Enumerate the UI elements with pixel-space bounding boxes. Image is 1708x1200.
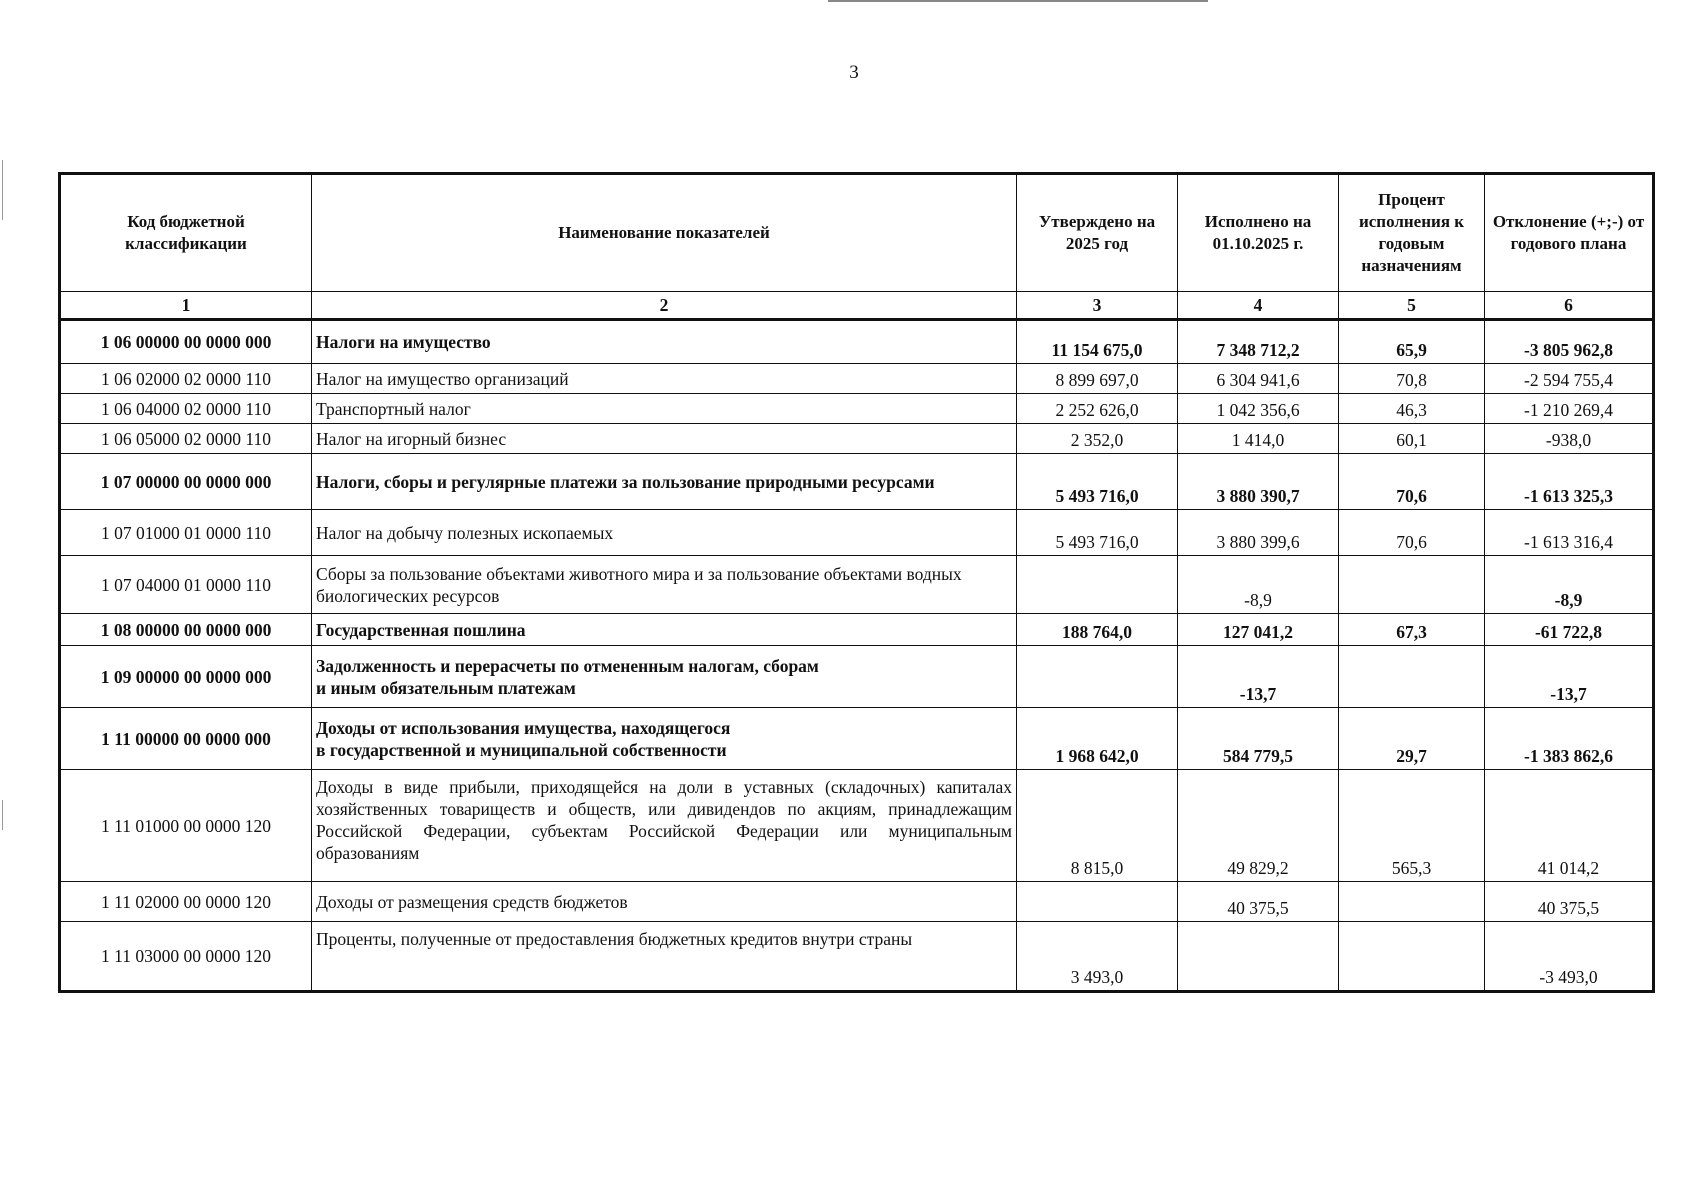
row-code: 1 06 02000 02 0000 110 <box>60 364 312 394</box>
row-percent <box>1339 646 1485 708</box>
row-executed: 6 304 941,6 <box>1178 364 1339 394</box>
table-row <box>60 556 1654 614</box>
row-code: 1 11 01000 00 0000 120 <box>60 770 312 882</box>
row-percent <box>1339 882 1485 922</box>
row-approved: 2 252 626,0 <box>1017 394 1178 424</box>
row-approved: 11 154 675,0 <box>1017 320 1178 364</box>
row-name: Сборы за пользование объектами животного мира и за пользование объектами водных биологических ресурсов <box>312 556 1017 614</box>
row-executed: 49 829,2 <box>1178 770 1339 882</box>
row-percent: 65,9 <box>1339 320 1485 364</box>
header-deviation: Отклонение (+;-) от годового плана <box>1485 174 1654 292</box>
row-approved: 2 352,0 <box>1017 424 1178 454</box>
column-number: 4 <box>1178 292 1339 320</box>
table-row <box>60 320 1654 364</box>
row-executed: 3 880 390,7 <box>1178 454 1339 510</box>
header-executed: Исполнено на 01.10.2025 г. <box>1178 174 1339 292</box>
row-percent: 70,6 <box>1339 454 1485 510</box>
row-percent: 70,8 <box>1339 364 1485 394</box>
left-margin-mark <box>2 160 3 220</box>
column-number: 5 <box>1339 292 1485 320</box>
row-name: Налог на имущество организаций <box>312 364 1017 394</box>
row-code: 1 08 00000 00 0000 000 <box>60 614 312 646</box>
row-code: 1 07 01000 01 0000 110 <box>60 510 312 556</box>
row-deviation: 41 014,2 <box>1485 770 1654 882</box>
row-percent: 60,1 <box>1339 424 1485 454</box>
table-row <box>60 394 1654 424</box>
row-approved: 8 815,0 <box>1017 770 1178 882</box>
row-percent: 67,3 <box>1339 614 1485 646</box>
row-deviation: -3 493,0 <box>1485 922 1654 992</box>
row-percent: 70,6 <box>1339 510 1485 556</box>
table-row <box>60 424 1654 454</box>
row-code: 1 11 03000 00 0000 120 <box>60 922 312 992</box>
row-percent: 46,3 <box>1339 394 1485 424</box>
row-approved <box>1017 556 1178 614</box>
row-approved <box>1017 882 1178 922</box>
table-body <box>60 320 1654 992</box>
row-approved: 5 493 716,0 <box>1017 454 1178 510</box>
row-name: Доходы от размещения средств бюджетов <box>312 882 1017 922</box>
table-row <box>60 364 1654 394</box>
row-approved: 188 764,0 <box>1017 614 1178 646</box>
header-percent: Процент исполнения к годовым назначениям <box>1339 174 1485 292</box>
row-name: Задолженность и перерасчеты по отмененным налогам, сборам и иным обязательным платежам <box>312 646 1017 708</box>
row-executed: 7 348 712,2 <box>1178 320 1339 364</box>
table-row <box>60 770 1654 882</box>
table-row <box>60 922 1654 992</box>
row-code: 1 06 00000 00 0000 000 <box>60 320 312 364</box>
row-name: Проценты, полученные от предоставления бюджетных кредитов внутри страны <box>312 922 1017 992</box>
row-percent <box>1339 556 1485 614</box>
row-approved: 5 493 716,0 <box>1017 510 1178 556</box>
row-name: Доходы от использования имущества, находящегося в государственной и муниципальной собственности <box>312 708 1017 770</box>
column-number-row <box>60 292 1654 320</box>
row-code: 1 09 00000 00 0000 000 <box>60 646 312 708</box>
row-deviation: -1 383 862,6 <box>1485 708 1654 770</box>
row-code: 1 06 05000 02 0000 110 <box>60 424 312 454</box>
row-deviation: -13,7 <box>1485 646 1654 708</box>
row-percent <box>1339 922 1485 992</box>
row-deviation: 40 375,5 <box>1485 882 1654 922</box>
row-name: Транспортный налог <box>312 394 1017 424</box>
row-name: Доходы в виде прибыли, приходящейся на доли в уставных (складочных) капиталах хозяйственных товариществ и обществ, или дивидендов по акциям, принадлежащим Российской Федерации, субъектам Российской Федерации или муниципальным образованиям <box>312 770 1017 882</box>
row-executed <box>1178 922 1339 992</box>
budget-table <box>58 172 1655 993</box>
table-row <box>60 454 1654 510</box>
row-name: Налог на игорный бизнес <box>312 424 1017 454</box>
table-row <box>60 646 1654 708</box>
row-deviation: -61 722,8 <box>1485 614 1654 646</box>
row-executed: 3 880 399,6 <box>1178 510 1339 556</box>
top-edge-rule <box>828 0 1208 2</box>
row-deviation: -1 210 269,4 <box>1485 394 1654 424</box>
row-code: 1 11 02000 00 0000 120 <box>60 882 312 922</box>
row-name: Налоги, сборы и регулярные платежи за пользование природными ресурсами <box>312 454 1017 510</box>
column-number: 6 <box>1485 292 1654 320</box>
row-approved <box>1017 646 1178 708</box>
row-deviation: -1 613 325,3 <box>1485 454 1654 510</box>
row-executed: 127 041,2 <box>1178 614 1339 646</box>
row-code: 1 06 04000 02 0000 110 <box>60 394 312 424</box>
row-approved: 3 493,0 <box>1017 922 1178 992</box>
left-margin-mark-2 <box>2 800 3 830</box>
row-approved: 8 899 697,0 <box>1017 364 1178 394</box>
row-name: Государственная пошлина <box>312 614 1017 646</box>
row-executed: 1 414,0 <box>1178 424 1339 454</box>
header-approved: Утверждено на 2025 год <box>1017 174 1178 292</box>
table-row <box>60 882 1654 922</box>
page-number: 3 <box>849 62 859 83</box>
row-executed: -8,9 <box>1178 556 1339 614</box>
header-row <box>60 174 1654 292</box>
row-code: 1 07 00000 00 0000 000 <box>60 454 312 510</box>
row-code: 1 11 00000 00 0000 000 <box>60 708 312 770</box>
column-number: 2 <box>312 292 1017 320</box>
row-deviation: -1 613 316,4 <box>1485 510 1654 556</box>
row-code: 1 07 04000 01 0000 110 <box>60 556 312 614</box>
column-number: 3 <box>1017 292 1178 320</box>
column-number: 1 <box>60 292 312 320</box>
row-executed: 1 042 356,6 <box>1178 394 1339 424</box>
table-row <box>60 708 1654 770</box>
header-name: Наименование показателей <box>312 174 1017 292</box>
row-deviation: -8,9 <box>1485 556 1654 614</box>
table-row <box>60 510 1654 556</box>
row-executed: -13,7 <box>1178 646 1339 708</box>
row-executed: 40 375,5 <box>1178 882 1339 922</box>
row-deviation: -2 594 755,4 <box>1485 364 1654 394</box>
row-percent: 565,3 <box>1339 770 1485 882</box>
row-name: Налог на добычу полезных ископаемых <box>312 510 1017 556</box>
row-executed: 584 779,5 <box>1178 708 1339 770</box>
row-deviation: -3 805 962,8 <box>1485 320 1654 364</box>
table-row <box>60 614 1654 646</box>
row-approved: 1 968 642,0 <box>1017 708 1178 770</box>
row-name: Налоги на имущество <box>312 320 1017 364</box>
row-percent: 29,7 <box>1339 708 1485 770</box>
header-code: Код бюджетной классификации <box>60 174 312 292</box>
row-deviation: -938,0 <box>1485 424 1654 454</box>
